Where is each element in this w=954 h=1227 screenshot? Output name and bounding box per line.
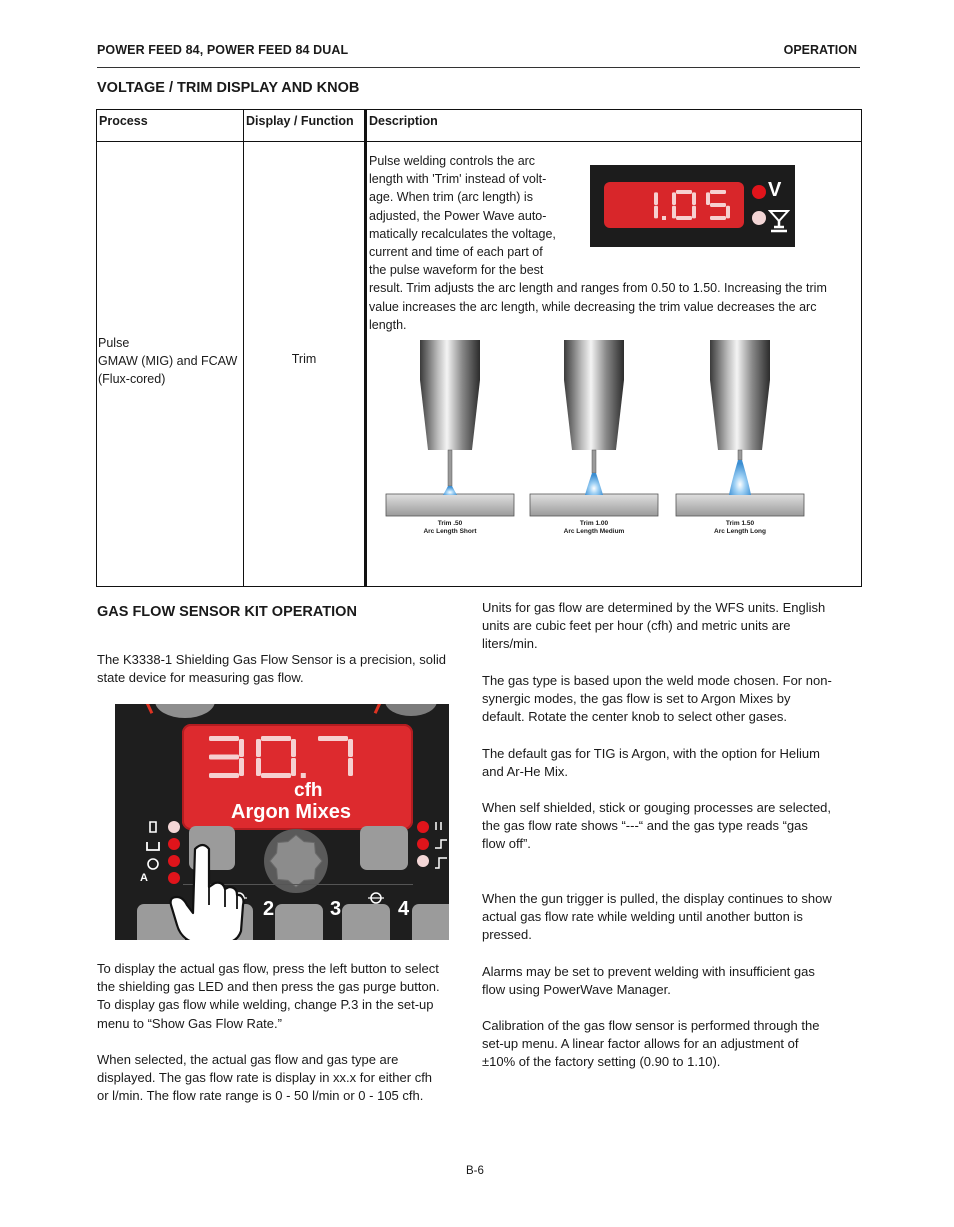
- torch-2: [530, 340, 658, 516]
- segment: [256, 739, 261, 757]
- right-paragraph-7: [482, 1017, 862, 1072]
- header-rule: [97, 67, 860, 68]
- header-section: OPERATION: [783, 43, 857, 57]
- text-line: To display gas flow while welding, change P.3 in the set-up: [97, 997, 434, 1013]
- tick-mark: [374, 704, 383, 714]
- torch-caption: [700, 520, 780, 536]
- segment: [291, 758, 296, 776]
- trim-symbol-icon: [768, 209, 790, 233]
- process-icons: [143, 818, 163, 870]
- gas-flow-display: [182, 724, 413, 830]
- segment: [676, 190, 692, 194]
- gas-type: Argon Mixes: [231, 801, 352, 823]
- text-line: the gas flow rate shows “---“ and the gas type reads “gas: [482, 818, 808, 834]
- torch-caption: [410, 520, 490, 536]
- work-plate: [386, 494, 514, 516]
- decimal-point: [662, 216, 666, 220]
- torch-caption-trim: Trim 1.50: [725, 520, 755, 527]
- cell-function: [244, 142, 366, 587]
- torch-caption-length: Arc Length Medium: [563, 528, 625, 535]
- section-title-voltage-trim: VOLTAGE / TRIM DISPLAY AND KNOB: [97, 80, 360, 96]
- pointing-hand-icon: [165, 839, 245, 940]
- segment: [672, 206, 676, 219]
- segment: [209, 755, 239, 760]
- segment: [209, 773, 239, 778]
- text-line: the shielding gas LED and then press the gas purge button.: [97, 979, 440, 995]
- segment: [239, 758, 244, 776]
- text-line: ±10% of the factory setting (0.90 to 1.10).: [482, 1054, 721, 1070]
- desc-line: length with 'Trim' instead of volt-: [369, 172, 547, 187]
- arc-plasma: [729, 460, 751, 495]
- desc-line: age. When trim (arc length) is: [369, 190, 533, 205]
- desc-line: current and time of each part of: [369, 245, 543, 260]
- segment: [256, 758, 261, 776]
- led-icon: [417, 855, 429, 867]
- text-line: default. Rotate the center knob to select other gases.: [482, 709, 787, 725]
- col-header-description: Description: [366, 110, 862, 142]
- left-paragraph-1: [97, 960, 469, 1033]
- segment: [672, 192, 676, 205]
- torch-nozzle: [710, 380, 770, 450]
- tick-mark: [144, 704, 153, 714]
- desc-line: result. Trim adjusts the arc length and ranges from 0.50 to 1.50. Increasing the trim: [369, 281, 827, 296]
- text-line: When self shielded, stick or gouging processes are selected,: [482, 800, 832, 815]
- torch-body: [420, 340, 480, 380]
- right-paragraph-4: [482, 799, 862, 854]
- torch-body: [710, 340, 770, 380]
- torch-caption-trim: Trim .50: [437, 520, 463, 527]
- segment: [726, 206, 730, 219]
- torch-nozzle: [420, 380, 480, 450]
- desc-line: the pulse waveform for the best: [369, 263, 544, 278]
- gas-flow-panel: [115, 704, 449, 940]
- led-icon: [417, 821, 429, 833]
- right-paragraph-5: [482, 890, 862, 945]
- text-line: and Ar-He Mix.: [482, 764, 568, 780]
- button-2-label: 2: [263, 898, 275, 920]
- torch-illustrations: [380, 338, 820, 523]
- text-line: To display the actual gas flow, press the left button to select: [97, 961, 439, 976]
- right-paragraph-6: [482, 963, 862, 999]
- col-header-function: Display / Function: [244, 110, 366, 142]
- segment: [676, 216, 692, 220]
- process-line: Pulse: [98, 336, 130, 350]
- text-line: The gas type is based upon the weld mode chosen. For non-: [482, 673, 832, 688]
- electrode-wire: [448, 450, 452, 486]
- section-title-gas-flow: GAS FLOW SENSOR KIT OPERATION: [97, 604, 357, 620]
- volt-led-icon: [752, 185, 766, 199]
- decimal-point: [301, 773, 306, 778]
- knob-icon: [385, 704, 437, 716]
- text-line: Calibration of the gas flow sensor is performed through the: [482, 1018, 820, 1033]
- cell-process: [97, 142, 244, 587]
- segment: [291, 739, 296, 757]
- header-title: POWER FEED 84, POWER FEED 84 DUAL: [97, 43, 349, 57]
- right-select-button[interactable]: [360, 826, 408, 870]
- text-line: actual gas flow rate while welding until another button is: [482, 909, 803, 925]
- table-header-row: [97, 110, 862, 142]
- segment: [318, 736, 348, 741]
- torch-caption-length: Arc Length Long: [714, 528, 766, 535]
- desc-line: length.: [369, 317, 407, 332]
- led-icon: [417, 838, 429, 850]
- text-line: Units for gas flow are determined by the WFS units. English: [482, 600, 826, 615]
- right-paragraph-2: [482, 672, 862, 727]
- knob-icon: [155, 704, 215, 718]
- text-line: The default gas for TIG is Argon, with the option for Helium: [482, 746, 820, 761]
- segment: [348, 739, 353, 757]
- segment: [239, 739, 244, 757]
- button-5[interactable]: [412, 904, 449, 940]
- arc-plasma: [585, 473, 603, 495]
- trim-led-icon: [752, 211, 766, 225]
- text-line: pressed.: [482, 927, 532, 943]
- intro-paragraph: [97, 651, 467, 687]
- segment: [654, 192, 658, 205]
- arc-plasma: [443, 486, 457, 495]
- text-line: set-up menu. A linear factor allows for an adjustment of: [482, 1036, 799, 1052]
- torch-caption-trim: Trim 1.00: [579, 520, 609, 527]
- text-line: liters/min.: [482, 636, 538, 652]
- desc-line: adjusted, the Power Wave auto-: [369, 208, 547, 223]
- torch-1: [386, 340, 514, 516]
- voltage-display-panel: [590, 165, 795, 247]
- voltage-display-screen: [604, 182, 744, 228]
- segment: [261, 736, 291, 741]
- amp-label: A: [140, 872, 148, 884]
- button-3-label: 3: [330, 898, 342, 920]
- desc-line: Pulse welding controls the arc: [369, 154, 536, 168]
- text-line: menu to “Show Gas Flow Rate.”: [97, 1015, 282, 1031]
- segment: [710, 203, 726, 207]
- volt-unit-label: V: [768, 179, 782, 201]
- text-line: state device for measuring gas flow.: [97, 670, 304, 686]
- right-paragraph-3: [482, 745, 862, 781]
- segment: [261, 773, 291, 778]
- text-line: flow off”.: [482, 836, 531, 852]
- weld-mode-icons: [433, 818, 449, 874]
- col-header-process: Process: [97, 110, 244, 142]
- button-3[interactable]: [275, 898, 342, 940]
- text-line: units are cubic feet per hour (cfh) and metric units are: [482, 618, 791, 634]
- electrode-wire: [592, 450, 596, 473]
- desc-line: matically recalculates the voltage,: [369, 226, 556, 241]
- flow-unit: cfh: [294, 780, 323, 801]
- segment: [710, 190, 726, 194]
- segment: [692, 206, 696, 219]
- left-paragraph-2: [97, 1051, 469, 1106]
- text-line: When the gun trigger is pulled, the display continues to show: [482, 891, 832, 906]
- text-line: or l/min. The flow rate range is 0 - 50 l/min or 0 - 105 cfh.: [97, 1088, 424, 1104]
- text-line: The K3338-1 Shielding Gas Flow Sensor is a precision, solid: [97, 652, 447, 667]
- page-number: B-6: [466, 1165, 484, 1177]
- process-line: (Flux-cored): [98, 372, 166, 386]
- work-plate: [530, 494, 658, 516]
- segment: [692, 192, 696, 205]
- led-icon: [168, 821, 180, 833]
- segment: [654, 206, 658, 219]
- segment: [209, 736, 239, 741]
- torch-body: [564, 340, 624, 380]
- torch-3: [676, 340, 804, 516]
- right-paragraph-1: [482, 599, 862, 654]
- work-plate: [676, 494, 804, 516]
- segment: [348, 758, 353, 776]
- process-line: GMAW (MIG) and FCAW: [98, 354, 238, 368]
- text-line: displayed. The gas flow rate is display in xx.x for either cfh: [97, 1070, 433, 1086]
- text-line: Alarms may be set to prevent welding with insufficient gas: [482, 964, 815, 979]
- segment: [710, 216, 726, 220]
- electrode-wire: [738, 450, 742, 460]
- desc-line: value increases the arc length, while decreasing the trim value decreases the arc: [369, 299, 817, 314]
- text-line: When selected, the actual gas flow and gas type are: [97, 1052, 399, 1067]
- segment: [706, 192, 710, 205]
- torch-caption-length: Arc Length Short: [423, 528, 477, 535]
- torch-nozzle: [564, 380, 624, 450]
- button-4-label: 4: [398, 898, 410, 920]
- text-line: flow using PowerWave Manager.: [482, 982, 671, 998]
- text-line: synergic modes, the gas flow is set to Argon Mixes by: [482, 691, 791, 707]
- button-4[interactable]: [342, 898, 410, 940]
- function-label: Trim: [291, 352, 317, 366]
- torch-caption: [554, 520, 634, 536]
- voltage-display-digits: [604, 182, 744, 228]
